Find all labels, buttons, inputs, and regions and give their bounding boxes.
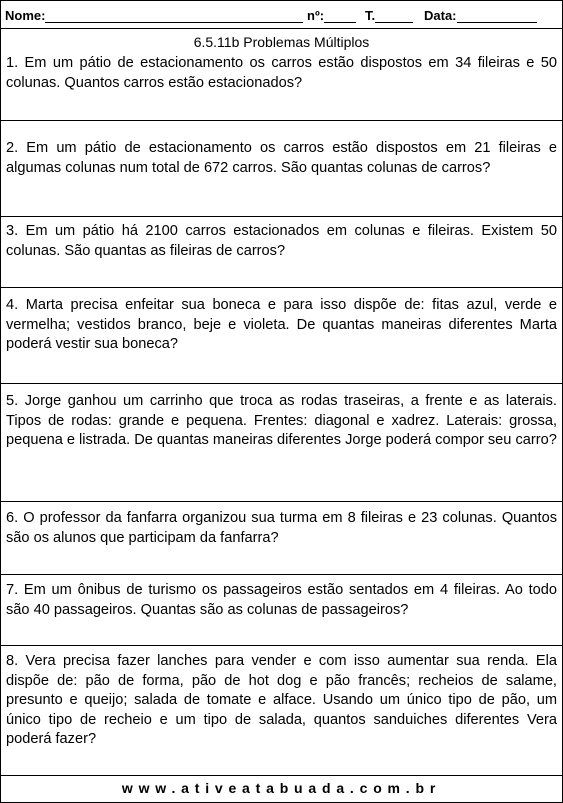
name-line [45, 10, 303, 23]
divider-4 [1, 383, 562, 384]
question-3: 3. Em um pátio há 2100 carros estacionados em colunas e fileiras. Existem 50 colunas. São quantas as fileiras de carros? [6, 223, 557, 259]
question-6: 6. O professor da fanfarra organizou sua turma em 8 fileiras e 23 colunas. Quantos são os alunos que participam da fanfarra? [6, 510, 557, 546]
number-field [307, 8, 356, 23]
website-footer: www.ativeatabuada.com.br [121, 780, 442, 796]
question-8: 8. Vera precisa fazer lanches para vender e com isso aumentar sua renda. Ela dispõe de: pão de forma, pão de hot dog e pão francês; recheios de salame, presunto e queijo; salada de tomate e alface. Usando um único tipo de pão, um único tipo de recheio e um tipo de salada, quantos sanduiches diferentes Vera poderá fazer? [6, 653, 557, 748]
class-line [375, 10, 413, 23]
footer-divider [1, 775, 562, 776]
name-label: Nome: [5, 8, 46, 23]
divider-2 [1, 216, 562, 217]
header-divider [1, 28, 562, 29]
number-label: nº: [307, 8, 325, 23]
divider-5 [1, 501, 562, 502]
class-label: T. [365, 8, 376, 23]
question-1: 1. Em um pátio de estacionamento os carros estão dispostos em 34 fileiras e 50 colunas. Quantos carros estão estacionados? [6, 55, 557, 91]
question-5: 5. Jorge ganhou um carrinho que troca as rodas traseiras, a frente e as laterais. Tipos de rodas: grande e pequena. Frentes: diagonal e xadrez. Laterais: grossa, pequena e listrada. De quantas maneiras diferentes Jorge poderá compor seu carro? [6, 393, 557, 449]
number-line [324, 10, 356, 23]
question-4: 4. Marta precisa enfeitar sua boneca e para isso dispõe de: fitas azul, verde e vermelha; vestidos branco, beje e violeta. De quantas maneiras diferentes Marta poderá vestir sua boneca? [6, 297, 557, 353]
name-field [5, 8, 303, 23]
divider-1 [1, 120, 562, 121]
question-7: 7. Em um ônibus de turismo os passageiros estão sentados em 4 fileiras. Ao todo são 40 passageiros. Quantas são as colunas de passageiros? [6, 582, 557, 618]
date-label: Data: [424, 8, 457, 23]
date-field [424, 8, 537, 23]
divider-7 [1, 645, 562, 646]
divider-3 [1, 287, 562, 288]
divider-6 [1, 574, 562, 575]
student-info-header [5, 5, 558, 27]
date-line [457, 10, 537, 23]
question-2: 2. Em um pátio de estacionamento os carros estão dispostos em 21 fileiras e algumas colunas num total de 672 carros. São quantas colunas de carros? [6, 140, 557, 176]
class-field [365, 8, 413, 23]
worksheet-title: 6.5.11b Problemas Múltiplos [193, 34, 370, 50]
